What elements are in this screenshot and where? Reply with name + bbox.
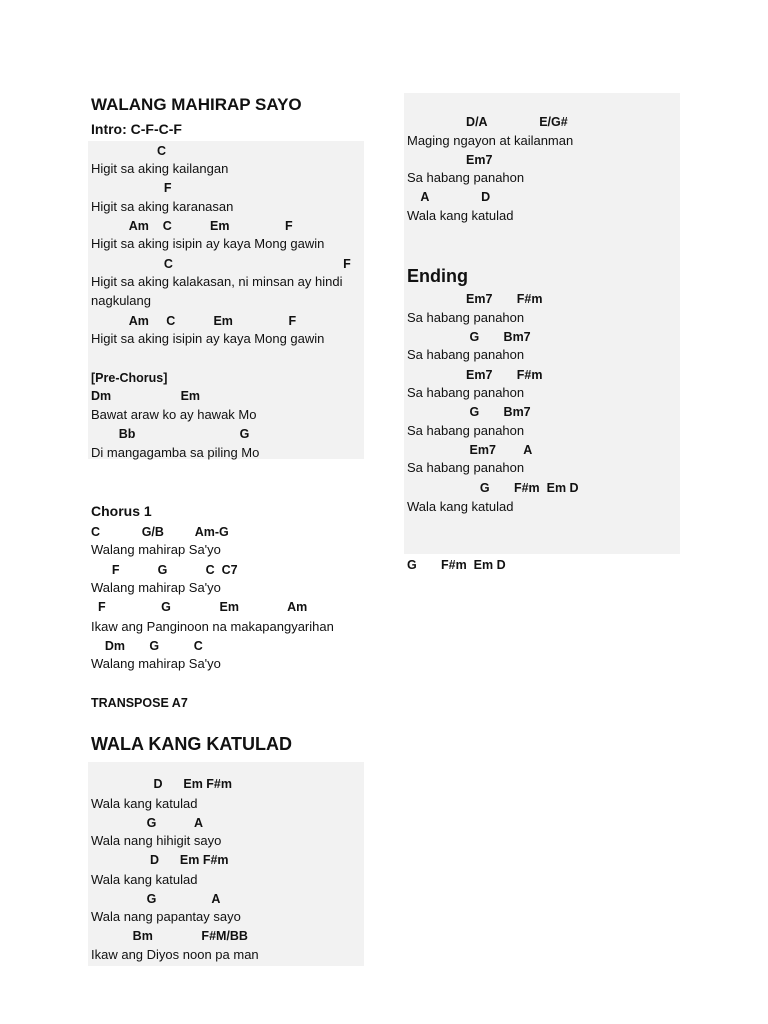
lyric-line: Walang mahirap Sa'yo [91,542,221,557]
lyric-line: Higit sa aking kailangan [91,161,229,176]
chord-line: Am C Em F [91,219,293,233]
lyric-line: nagkulang [91,293,151,308]
lyric-line: Higit sa aking karanasan [91,199,234,214]
chord-line: Bb G [91,427,250,441]
chord-line: G A [91,816,204,830]
lyric-line: Sa habang panahon [407,460,525,475]
lyric-line: Higit sa aking kalakasan, ni minsan ay hindi [91,274,343,289]
chord-line: D Em F#m [91,853,229,867]
chord-line: F G C C7 [91,563,238,577]
lyric-line: Maging ngayon at kailanman [407,133,574,148]
lyric-line: Walang mahirap Sa'yo [91,580,221,595]
lyric-line: Wala kang katulad [91,796,198,811]
lyric-line: Wala kang katulad [407,499,514,514]
lyric-line: Sa habang panahon [407,170,525,185]
chord-line: F [91,181,172,195]
chord-line: Bm F#M/BB [91,929,248,943]
chord-line: Am C Em F [91,314,297,328]
lyric-line: Bawat araw ko ay hawak Mo [91,407,257,422]
chorus-label: Chorus 1 [91,503,152,519]
chord-line: D Em F#m [91,777,233,791]
lyric-line: Sa habang panahon [407,310,525,325]
chord-line: Em7 [407,153,493,167]
lyric-line: Ikaw ang Panginoon na makapangyarihan [91,619,334,634]
chord-line: D/A E/G# [407,115,568,129]
chord-line: G Bm7 [407,405,531,419]
chord-line: Dm Em [91,389,201,403]
lyric-line: Sa habang panahon [407,347,525,362]
chord-line: Em7 F#m [407,292,543,306]
lyric-line: Wala kang katulad [407,208,514,223]
lyric-line: Higit sa aking isipin ay kaya Mong gawin [91,331,325,346]
song-title: WALANG MAHIRAP SAYO [91,95,302,114]
chord-line: Em7 A [407,443,533,457]
lyric-line: Higit sa aking isipin ay kaya Mong gawin [91,236,325,251]
transpose-label: TRANSPOSE A7 [91,696,188,710]
chord-line: G Bm7 [407,330,531,344]
lyric-line: Walang mahirap Sa'yo [91,656,221,671]
footer-chord-line: G F#m Em D [407,558,506,572]
prechorus-label: [Pre-Chorus] [91,371,168,385]
chord-line: Dm G C [91,639,203,653]
intro-line: Intro: C-F-C-F [91,121,182,137]
lyric-line: Di mangagamba sa piling Mo [91,445,260,460]
ending-label: Ending [407,266,468,286]
lyric-line: Wala nang papantay sayo [91,909,241,924]
chord-line: A D [407,190,491,204]
chord-line: C G/B Am-G [91,525,229,539]
chord-line: Em7 F#m [407,368,543,382]
lyric-line: Wala kang katulad [91,872,198,887]
chord-line: G F#m Em D [407,481,579,495]
chord-line: G A [91,892,221,906]
lyric-line: Wala nang hihigit sayo [91,833,222,848]
lyric-line: Ikaw ang Diyos noon pa man [91,947,259,962]
lyric-line: Sa habang panahon [407,385,525,400]
song-title-2: WALA KANG KATULAD [91,734,292,754]
chord-line: F G Em Am [91,600,308,614]
lyric-line: Sa habang panahon [407,423,525,438]
chord-line: C [91,144,167,158]
chord-line: C F [91,257,351,271]
